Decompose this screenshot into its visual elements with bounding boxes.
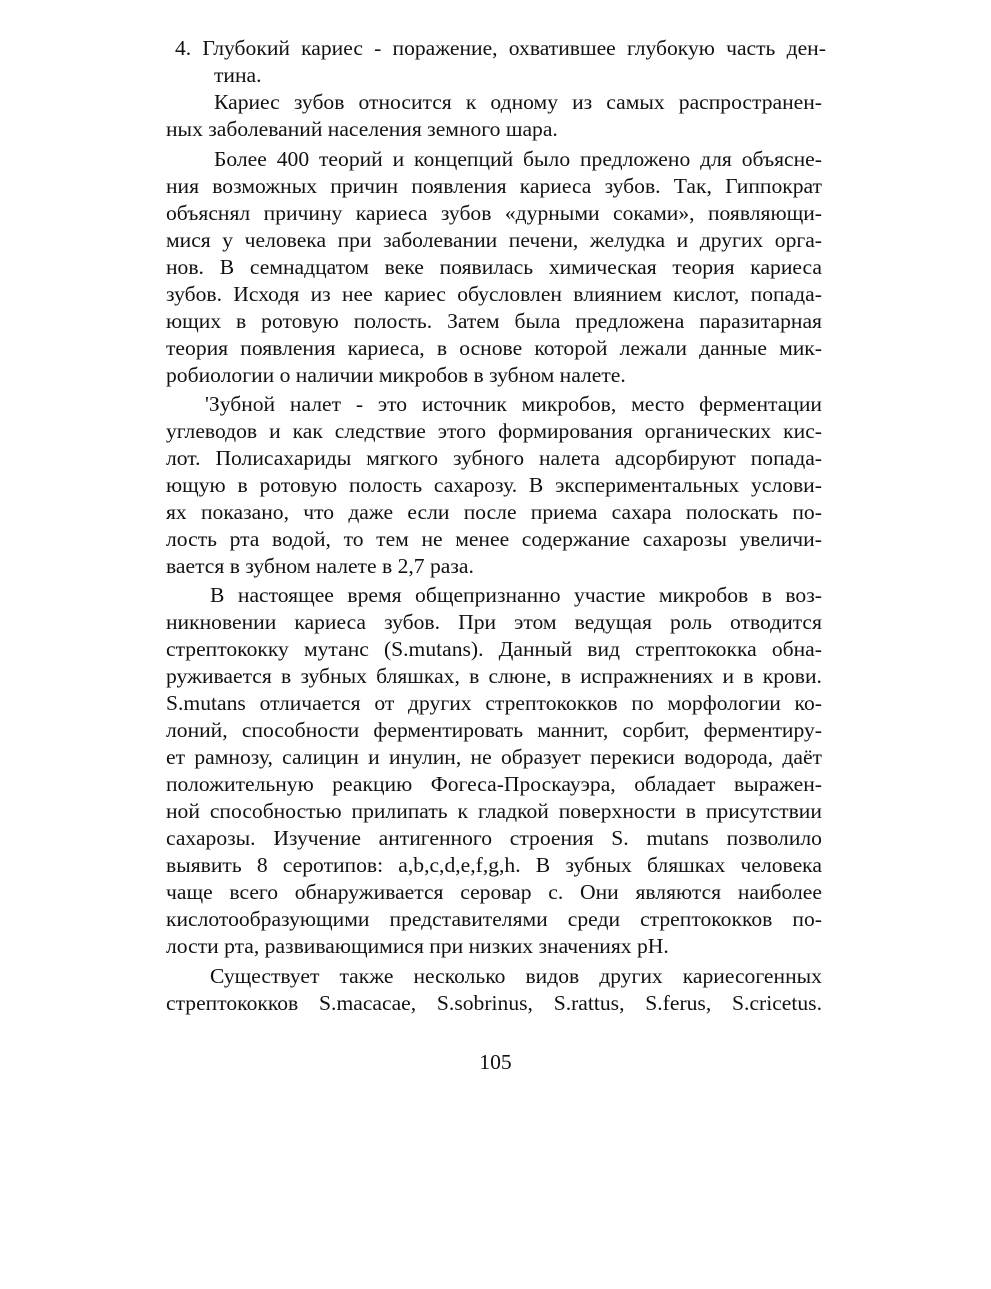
text-line: теория появления кариеса, в основе которой лежали данные мик- xyxy=(166,336,822,360)
text-line: ющую в ротовую полость сахарозу. В экспериментальных услови- xyxy=(166,473,822,497)
text-line: выявить 8 серотипов: a,b,c,d,e,f,g,h. В зубных бляшках человека xyxy=(166,853,822,877)
text-line: Существует также несколько видов других кариесогенных xyxy=(210,964,822,988)
text-line: лоний, способности ферментировать маннит, сорбит, ферментиру- xyxy=(166,718,822,742)
text-line: никновении кариеса зубов. При этом ведущая роль отводится xyxy=(166,610,822,634)
text-line: зубов. Исходя из нее кариес обусловлен влиянием кислот, попада- xyxy=(166,282,822,306)
text-line: Кариес зубов относится к одному из самых распространен- xyxy=(214,90,822,114)
text-line: стрептококку мутанс (S.mutans). Данный вид стрептококка обна- xyxy=(166,637,822,661)
text-line: положительную реакцию Фогеса-Проскауэра, обладает выражен- xyxy=(166,772,822,796)
text-line: S.mutans отличается от других стрептококков по морфологии ко- xyxy=(166,691,822,715)
text-line: ях показано, что даже если после приема сахара полоскать по- xyxy=(166,500,822,524)
text-line: ных заболеваний населения земного шара. xyxy=(166,117,558,141)
text-line: ной способностью прилипать к гладкой поверхности в присутствии xyxy=(166,799,822,823)
text-line: робиологии о наличии микробов в зубном налете. xyxy=(166,363,626,387)
text-line: вается в зубном налете в 2,7 раза. xyxy=(166,554,474,578)
text-line: 4. Глубокий кариес - поражение, охватившее глубокую часть ден- xyxy=(175,36,826,60)
text-line: ющих в ротовую полость. Затем была предложена паразитарная xyxy=(166,309,822,333)
text-line: сахарозы. Изучение антигенного строения S. mutans позволило xyxy=(166,826,822,850)
page-number: 105 xyxy=(479,1050,512,1074)
text-line: лости рта, развивающимися при низких значениях рН. xyxy=(166,934,669,958)
text-line: чаще всего обнаруживается серовар с. Они являются наиболее xyxy=(166,880,822,904)
text-line: лость рта водой, то тем не менее содержание сахарозы увеличи- xyxy=(166,527,822,551)
text-line: лот. Полисахариды мягкого зубного налета адсорбируют попада- xyxy=(166,446,822,470)
text-line: кислотообразующими представителями среди стрептококков по- xyxy=(166,907,822,931)
text-line: мися у человека при заболевании печени, желудка и других орга- xyxy=(166,228,822,252)
text-line: нов. В семнадцатом веке появилась химическая теория кариеса xyxy=(166,255,822,279)
text-line: В настоящее время общепризнанно участие микробов в воз- xyxy=(210,583,822,607)
text-line: углеводов и как следствие этого формирования органических кис- xyxy=(166,419,822,443)
text-line: ния возможных причин появления кариеса зубов. Так, Гиппократ xyxy=(166,174,822,198)
text-line: стрептококков S.macacae, S.sobrinus, S.rattus, S.ferus, S.cricetus. xyxy=(166,991,822,1015)
text-line: объяснял причину кариеса зубов «дурными соками», появляющи- xyxy=(166,201,822,225)
text-line: руживается в зубных бляшках, в слюне, в испражнениях и в крови. xyxy=(166,664,822,688)
text-line: Более 400 теорий и концепций было предложено для объясне- xyxy=(214,147,822,171)
text-line: тина. xyxy=(214,63,262,87)
text-line: 'Зубной налет - это источник микробов, место ферментации xyxy=(205,392,822,416)
text-line: ет рамнозу, салицин и инулин, не образует перекиси водорода, даёт xyxy=(166,745,822,769)
